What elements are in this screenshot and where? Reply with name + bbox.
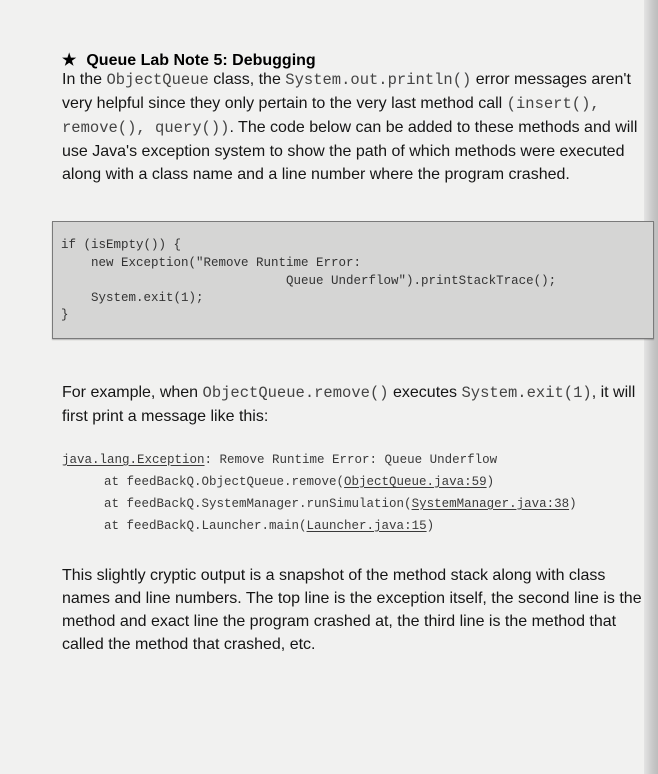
- trace-line-2-source: ObjectQueue.java:59: [344, 475, 487, 489]
- intro-code-methods: (insert(), remove(), query()): [62, 95, 600, 137]
- note-title-text: Queue Lab Note 5: Debugging: [86, 52, 316, 69]
- example-code-remove: ObjectQueue.remove(): [202, 384, 389, 402]
- code-line-3: Queue Underflow").printStackTrace();: [61, 274, 557, 288]
- intro-code-println: System.out.println(): [285, 71, 472, 89]
- example-code-exit: System.exit(1): [461, 384, 592, 402]
- intro-code-objectqueue: ObjectQueue: [106, 71, 209, 89]
- trace-line-4-source: Launcher.java:15: [306, 519, 427, 533]
- trace-line-4-close: ): [426, 519, 435, 533]
- example-text-2: executes: [388, 384, 462, 401]
- note-title: [62, 50, 316, 70]
- trace-line-1: [62, 452, 497, 468]
- code-line-4: System.exit(1);: [61, 291, 204, 305]
- code-line-2: new Exception("Remove Runtime Error:: [61, 256, 362, 270]
- trace-line-3: [104, 496, 577, 512]
- trace-line-2-method: at feedBackQ.ObjectQueue.remove(: [104, 475, 345, 489]
- intro-text-2: class, the: [208, 71, 286, 88]
- trace-line-4: [104, 518, 434, 534]
- example-paragraph: [62, 381, 647, 428]
- trace-line-3-source: SystemManager.java:38: [411, 497, 570, 511]
- intro-paragraph: [62, 68, 647, 186]
- trace-line-2: [104, 474, 494, 490]
- trace-exception-link: java.lang.Exception: [62, 453, 205, 467]
- example-text-3: , it will first print a message like this:: [62, 384, 636, 425]
- trace-line-3-close: ): [569, 497, 577, 511]
- intro-text-1: In the: [62, 71, 107, 88]
- code-line-1: if (isEmpty()) {: [61, 238, 182, 252]
- trace-exception-message: : Remove Runtime Error: Queue Underflow: [204, 453, 498, 467]
- intro-text-4: . The code below can be added to these methods and will use Java's exception system to show the path of which methods were executed along with a class name and a line number where the program crashed.: [62, 119, 638, 183]
- intro-text-3: error messages aren't very helpful since they only pertain to the very last method call: [62, 71, 631, 112]
- star-icon: ★: [62, 52, 77, 69]
- example-text-1: For example, when: [62, 384, 203, 401]
- closing-paragraph: This slightly cryptic output is a snapshot of the method stack along with class names and line numbers. The top line is the exception itself, the second line is the method and exact line the program crashed at, the third line is the method that called the method that crashed, etc.: [62, 567, 642, 653]
- code-box: [52, 221, 654, 339]
- trace-line-4-method: at feedBackQ.Launcher.main(: [104, 519, 307, 533]
- trace-line-2-close: ): [486, 475, 495, 489]
- trace-line-3-method: at feedBackQ.SystemManager.runSimulation(: [104, 497, 412, 511]
- code-line-5: }: [61, 308, 69, 322]
